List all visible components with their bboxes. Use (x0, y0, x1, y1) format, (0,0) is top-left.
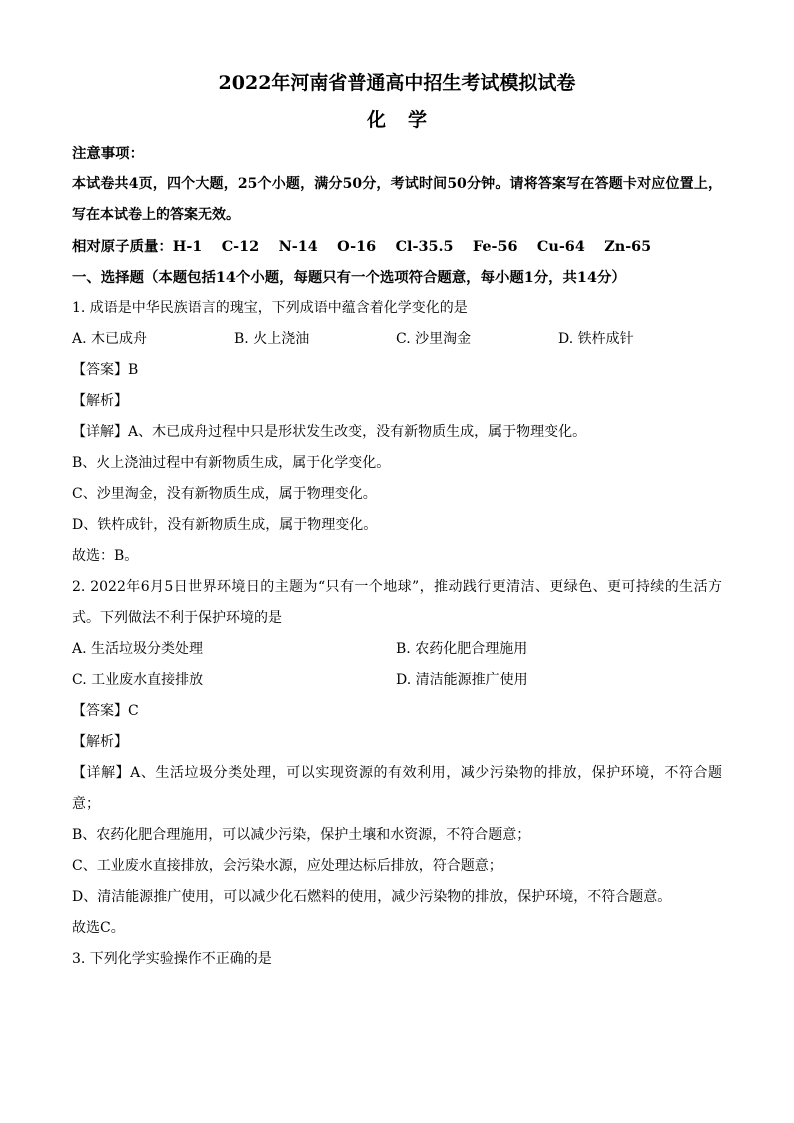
section-heading: 一、选择题（本题包括14个小题，每题只有一个选项符合题意，每小题1分，共14分） (72, 269, 626, 286)
question-2-option-a: A. 生活垃圾分类处理 (72, 641, 204, 657)
detail-text: A、生活垃圾分类处理，可以实现资源的有效利用，减少污染物的排放，保护环境，不符合题意； (72, 765, 722, 812)
notice-heading: 注意事项： (72, 145, 144, 162)
question-1-detail-a (72, 417, 722, 448)
question-2-detail-a (72, 758, 722, 820)
question-2-option-b: B. 农药化肥合理施用 (396, 641, 528, 657)
question-2-option-c: C. 工业废水直接排放 (72, 672, 204, 688)
question-1-option-b: B. 火上浇油 (234, 331, 310, 347)
question-1-detail-c: C、沙里淘金，没有新物质生成，属于物理变化。 (72, 486, 377, 502)
answer-value: B (128, 362, 139, 378)
question-1-options (72, 324, 722, 355)
atomic-mass-line: 相对原子质量：H-1 C-12 N-14 O-16 Cl-35.5 Fe-56 Cu-64 Zn-65 (72, 238, 652, 255)
detail-text: A、木已成舟过程中只是形状发生改变，没有新物质生成，属于物理变化。 (128, 424, 587, 440)
question-3-stem: 3. 下列化学实验操作不正确的是 (72, 951, 272, 967)
question-1-stem: 1. 成语是中华民族语言的瑰宝，下列成语中蕴含着化学变化的是 (72, 300, 468, 316)
question-2-detail-c: C、工业废水直接排放，会污染水源，应处理达标后排放，符合题意； (72, 858, 503, 874)
question-1-option-a: A. 木已成舟 (72, 331, 148, 347)
detail-tag: 【详解】 (72, 424, 128, 440)
answer-tag: 【答案】 (72, 703, 128, 719)
question-2-options-row-2 (72, 665, 722, 696)
question-1-detail-b: B、火上浇油过程中有新物质生成，属于化学变化。 (72, 455, 391, 471)
question-2-detail-d: D、清洁能源推广使用，可以减少化石燃料的使用，减少污染物的排放，保护环境，不符合题意。 (72, 889, 672, 905)
question-1-detail-d: D、铁杵成针，没有新物质生成，属于物理变化。 (72, 517, 378, 533)
question-2-stem: 2. 2022年6月5日世界环境日的主题为“只有一个地球”，推动践行更清洁、更绿色、更可持续的生活方式。下列做法不利于保护环境的是 (72, 579, 722, 626)
question-1-choose: 故选：B。 (72, 548, 139, 564)
exam-title: 2022年河南省普通高中招生考试模拟试卷 (218, 72, 576, 94)
question-2-option-d: D. 清洁能源推广使用 (396, 672, 528, 688)
question-2-choose: 故选C。 (72, 920, 125, 936)
question-2-analysis-tag: 【解析】 (72, 734, 128, 750)
answer-tag: 【答案】 (72, 362, 128, 378)
answer-value: C (128, 703, 139, 719)
subject-title: 化学 (366, 109, 449, 131)
notice-body: 本试卷共4页，四个大题，25个小题，满分50分，考试时间50分钟。请将答案写在答题卡对应位置上，写在本试卷上的答案无效。 (72, 176, 722, 223)
exam-page (72, 64, 722, 975)
question-2-detail-b: B、农药化肥合理施用，可以减少污染，保护土壤和水资源，不符合题意； (72, 827, 531, 843)
question-2-answer (72, 696, 722, 727)
question-2-options-row-1 (72, 634, 722, 665)
question-1-option-d: D. 铁杵成针 (558, 331, 634, 347)
question-1-option-c: C. 沙里淘金 (396, 331, 472, 347)
question-1-analysis-tag: 【解析】 (72, 393, 128, 409)
question-1-answer (72, 355, 722, 386)
detail-tag: 【详解】 (72, 765, 131, 781)
